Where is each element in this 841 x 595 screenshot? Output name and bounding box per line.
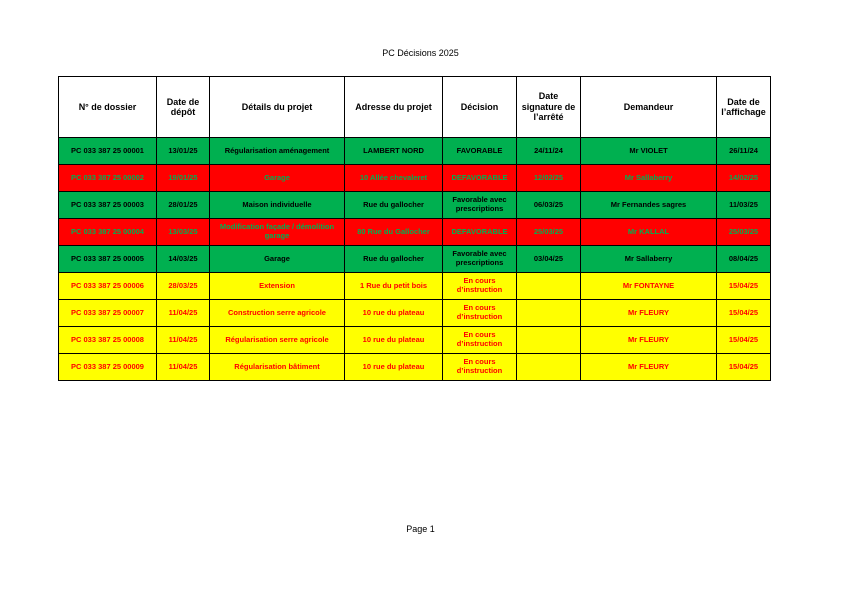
cell-details-projet: Construction serre agricole <box>210 300 345 327</box>
cell-date-depot: 28/01/25 <box>157 192 210 219</box>
cell-date-depot: 19/01/25 <box>157 165 210 192</box>
cell-date-affichage: 15/04/25 <box>717 273 771 300</box>
cell-date-signature <box>517 273 581 300</box>
cell-date-signature: 03/04/25 <box>517 246 581 273</box>
cell-decision: En cours d’instruction <box>443 354 517 381</box>
cell-dossier: PC 033 387 25 00001 <box>59 138 157 165</box>
cell-adresse-projet: 10 Allée chevaleret <box>345 165 443 192</box>
cell-dossier: PC 033 387 25 00009 <box>59 354 157 381</box>
table-row <box>59 219 771 246</box>
cell-date-signature: 12/02/25 <box>517 165 581 192</box>
column-header-decision: Décision <box>443 77 517 138</box>
cell-date-signature: 24/11/24 <box>517 138 581 165</box>
table-body <box>59 138 771 381</box>
cell-date-depot: 14/03/25 <box>157 246 210 273</box>
cell-date-depot: 28/03/25 <box>157 273 210 300</box>
cell-adresse-projet: 10 rue du plateau <box>345 327 443 354</box>
cell-date-signature: 25/03/25 <box>517 219 581 246</box>
table-row <box>59 300 771 327</box>
cell-date-signature <box>517 300 581 327</box>
column-header-details-projet: Détails du projet <box>210 77 345 138</box>
table-row <box>59 354 771 381</box>
cell-date-signature <box>517 354 581 381</box>
table-header <box>59 77 771 138</box>
cell-details-projet: Régularisation serre agricole <box>210 327 345 354</box>
column-header-date-signature: Date signature de l’arrêté <box>517 77 581 138</box>
column-header-adresse-projet: Adresse du projet <box>345 77 443 138</box>
cell-demandeur: Mr KALLAL <box>581 219 717 246</box>
cell-details-projet: Garage <box>210 246 345 273</box>
cell-demandeur: Mr VIOLET <box>581 138 717 165</box>
cell-adresse-projet: Rue du gallocher <box>345 192 443 219</box>
cell-adresse-projet: 10 rue du plateau <box>345 300 443 327</box>
cell-dossier: PC 033 387 25 00003 <box>59 192 157 219</box>
cell-demandeur: Mr Sallaberry <box>581 246 717 273</box>
page-title: PC Décisions 2025 <box>382 48 459 58</box>
table-row <box>59 327 771 354</box>
column-header-dossier: N° de dossier <box>59 77 157 138</box>
table-row <box>59 192 771 219</box>
cell-dossier: PC 033 387 25 00007 <box>59 300 157 327</box>
cell-date-depot: 13/03/25 <box>157 219 210 246</box>
cell-adresse-projet: 10 rue du plateau <box>345 354 443 381</box>
table-row <box>59 273 771 300</box>
column-header-demandeur: Demandeur <box>581 77 717 138</box>
cell-demandeur: Mr Sallaberry <box>581 165 717 192</box>
cell-dossier: PC 033 387 25 00005 <box>59 246 157 273</box>
decisions-table <box>58 76 771 381</box>
cell-demandeur: Mr FONTAYNE <box>581 273 717 300</box>
cell-demandeur: Mr FLEURY <box>581 300 717 327</box>
cell-adresse-projet: 80 Rue du Gallocher <box>345 219 443 246</box>
cell-date-affichage: 08/04/25 <box>717 246 771 273</box>
cell-date-affichage: 11/03/25 <box>717 192 771 219</box>
cell-decision: FAVORABLE <box>443 138 517 165</box>
cell-decision: En cours d’instruction <box>443 300 517 327</box>
cell-decision: Favorable avec prescriptions <box>443 246 517 273</box>
table-row <box>59 138 771 165</box>
cell-dossier: PC 033 387 25 00008 <box>59 327 157 354</box>
table-header-row <box>59 77 771 138</box>
cell-details-projet: Garage <box>210 165 345 192</box>
cell-date-affichage: 15/04/25 <box>717 354 771 381</box>
table-row <box>59 246 771 273</box>
cell-decision: En cours d’instruction <box>443 273 517 300</box>
cell-details-projet: Maison individuelle <box>210 192 345 219</box>
column-header-date-affichage: Date de l’affichage <box>717 77 771 138</box>
decisions-table-container <box>58 76 770 381</box>
page-footer: Page 1 <box>406 524 435 534</box>
cell-dossier: PC 033 387 25 00002 <box>59 165 157 192</box>
cell-date-affichage: 14/02/25 <box>717 165 771 192</box>
cell-date-affichage: 25/03/25 <box>717 219 771 246</box>
cell-date-signature: 06/03/25 <box>517 192 581 219</box>
cell-adresse-projet: 1 Rue du petit bois <box>345 273 443 300</box>
cell-demandeur: Mr Fernandes sagres <box>581 192 717 219</box>
cell-date-affichage: 15/04/25 <box>717 327 771 354</box>
cell-details-projet: Régularisation bâtiment <box>210 354 345 381</box>
cell-dossier: PC 033 387 25 00004 <box>59 219 157 246</box>
cell-details-projet: Extension <box>210 273 345 300</box>
cell-details-projet: Régularisation aménagement <box>210 138 345 165</box>
cell-date-signature <box>517 327 581 354</box>
cell-dossier: PC 033 387 25 00006 <box>59 273 157 300</box>
cell-adresse-projet: LAMBERT NORD <box>345 138 443 165</box>
cell-date-depot: 11/04/25 <box>157 354 210 381</box>
cell-decision: En cours d’instruction <box>443 327 517 354</box>
cell-date-affichage: 15/04/25 <box>717 300 771 327</box>
cell-date-affichage: 26/11/24 <box>717 138 771 165</box>
cell-decision: DEFAVORABLE <box>443 165 517 192</box>
table-row <box>59 165 771 192</box>
cell-demandeur: Mr FLEURY <box>581 327 717 354</box>
cell-decision: DEFAVORABLE <box>443 219 517 246</box>
cell-demandeur: Mr FLEURY <box>581 354 717 381</box>
cell-date-depot: 11/04/25 <box>157 300 210 327</box>
cell-decision: Favorable avec prescriptions <box>443 192 517 219</box>
cell-details-projet: Modification façade / démolition garage <box>210 219 345 246</box>
cell-date-depot: 13/01/25 <box>157 138 210 165</box>
cell-adresse-projet: Rue du gallocher <box>345 246 443 273</box>
cell-date-depot: 11/04/25 <box>157 327 210 354</box>
column-header-date-depot: Date de dépôt <box>157 77 210 138</box>
